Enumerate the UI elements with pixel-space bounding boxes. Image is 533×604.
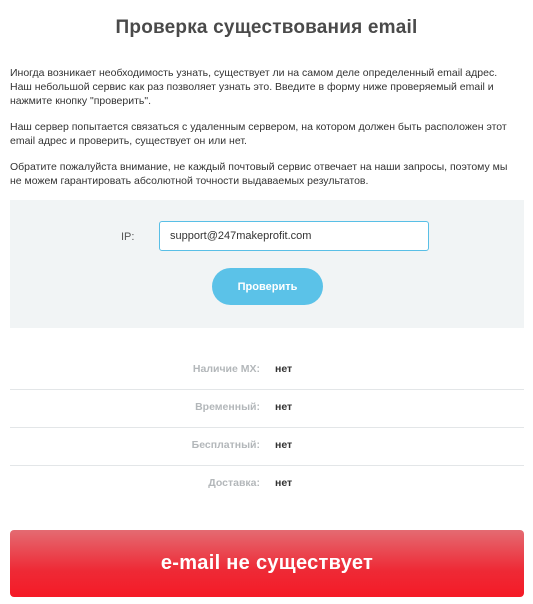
result-row-mx: [10, 352, 524, 390]
result-label-delivery: Доставка:: [208, 477, 260, 489]
result-value-temporary: нет: [275, 401, 293, 413]
intro-paragraph-2: Наш сервер попытается связаться с удаленным сервером, на котором должен быть расположен этот email адрес и проверить, существует он или нет.: [10, 121, 507, 147]
page-title: Проверка существования email: [115, 17, 418, 38]
email-input[interactable]: [159, 221, 429, 251]
result-value-delivery: нет: [275, 477, 293, 489]
result-row-free: [10, 428, 524, 466]
result-value-mx: нет: [275, 363, 293, 375]
result-value-free: нет: [275, 439, 293, 451]
results-table: [10, 352, 524, 503]
result-label-free: Бесплатный:: [191, 439, 260, 451]
verdict-banner: e-mail не существует: [10, 530, 524, 597]
check-form-panel: [10, 200, 524, 328]
intro-paragraph-3: Обратите пожалуйста внимание, не каждый почтовый сервис отвечает на наши запросы, поэтому мы не можем гарантировать абсолютной точности выдаваемых результатов.: [10, 161, 508, 187]
intro-paragraph-1: Иногда возникает необходимость узнать, существует ли на самом деле определенный email адрес. Наш небольшой сервис как раз позволяет узнать это. Введите в форму ниже проверяемый email и нажмите кнопку "проверить".: [10, 67, 498, 107]
email-field-label: IP:: [121, 231, 135, 243]
check-button[interactable]: Проверить: [212, 268, 323, 305]
result-row-temporary: [10, 390, 524, 428]
result-row-delivery: [10, 466, 524, 503]
result-label-temporary: Временный:: [195, 401, 260, 413]
result-label-mx: Наличие MX:: [192, 363, 260, 375]
